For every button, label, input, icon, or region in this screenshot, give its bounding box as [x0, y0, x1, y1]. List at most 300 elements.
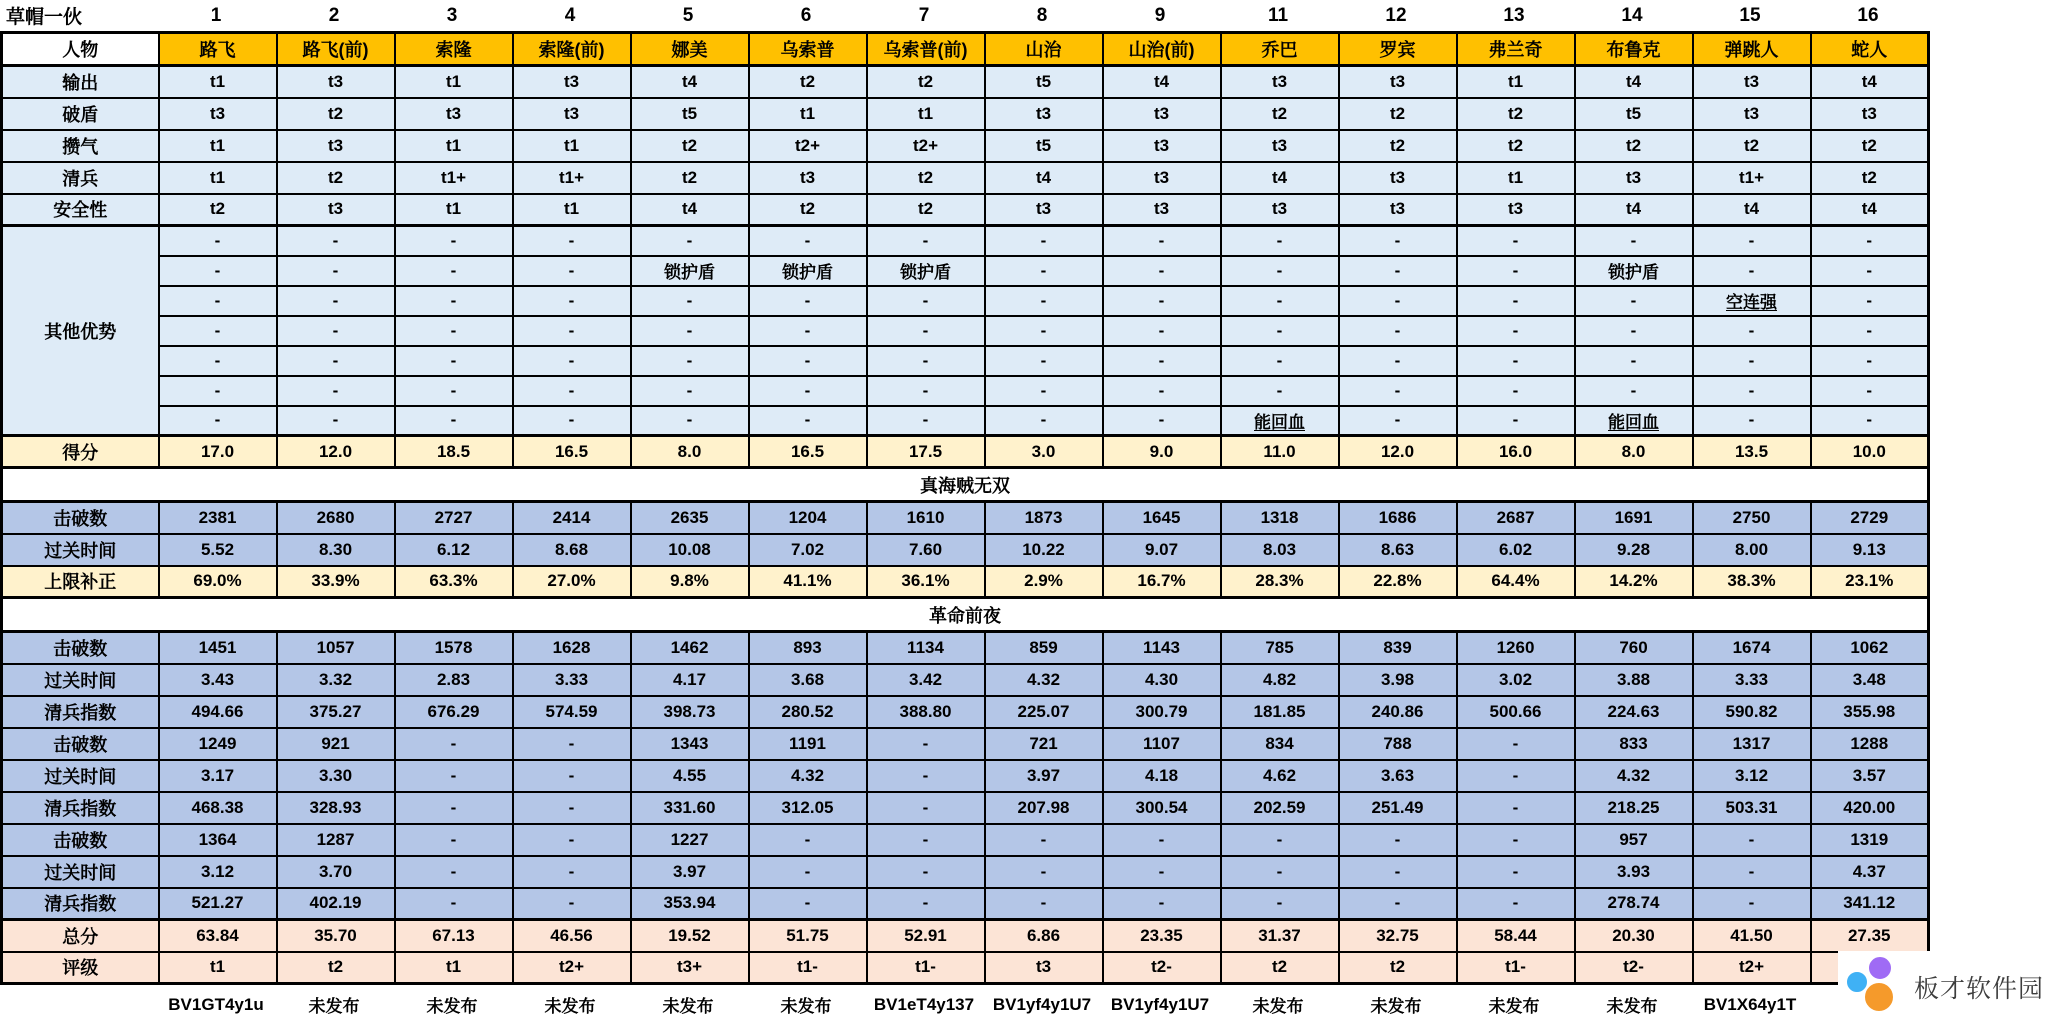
table-cell[interactable]: t4 — [1811, 66, 1929, 98]
table-cell[interactable]: t4 — [1693, 194, 1811, 226]
table-cell[interactable]: t3 — [277, 66, 395, 98]
row-label[interactable]: 攒气 — [2, 130, 159, 162]
table-cell[interactable]: - — [513, 824, 631, 856]
table-cell[interactable]: - — [1457, 346, 1575, 376]
table-cell[interactable]: - — [1103, 256, 1221, 286]
table-cell[interactable]: t3 — [1457, 194, 1575, 226]
table-cell[interactable]: - — [1457, 760, 1575, 792]
table-cell[interactable]: 16.0 — [1457, 436, 1575, 468]
table-cell[interactable]: t3 — [1693, 66, 1811, 98]
table-cell[interactable]: t5 — [1575, 98, 1693, 130]
table-cell[interactable] — [1575, 406, 1693, 436]
table-cell[interactable]: t2+ — [749, 130, 867, 162]
table-cell[interactable]: 3.43 — [159, 664, 277, 696]
column-number[interactable]: 13 — [1503, 4, 1525, 26]
table-cell[interactable]: 11.0 — [1221, 436, 1339, 468]
table-cell[interactable]: 312.05 — [749, 792, 867, 824]
table-cell[interactable]: 2381 — [159, 502, 277, 534]
table-cell[interactable]: t4 — [1103, 66, 1221, 98]
table-cell[interactable]: 10.0 — [1811, 436, 1929, 468]
row-label[interactable]: 击破数 — [2, 502, 159, 534]
table-cell[interactable]: 833 — [1575, 728, 1693, 760]
table-cell[interactable]: - — [867, 286, 985, 316]
table-cell[interactable]: t2 — [1457, 98, 1575, 130]
table-cell[interactable]: - — [1575, 346, 1693, 376]
table-cell[interactable]: t3 — [277, 194, 395, 226]
table-cell[interactable]: - — [513, 856, 631, 888]
table-cell[interactable]: t4 — [1575, 66, 1693, 98]
table-cell[interactable]: 3.42 — [867, 664, 985, 696]
table-cell[interactable]: 52.91 — [867, 920, 985, 952]
table-cell[interactable]: - — [1457, 856, 1575, 888]
column-number[interactable]: 6 — [800, 4, 812, 26]
table-cell[interactable]: - — [1339, 316, 1457, 346]
table-cell[interactable]: - — [1693, 316, 1811, 346]
table-cell[interactable]: - — [1693, 406, 1811, 436]
row-label[interactable]: 过关时间 — [2, 760, 159, 792]
table-cell[interactable]: t1 — [513, 194, 631, 226]
table-cell[interactable]: 4.30 — [1103, 664, 1221, 696]
table-cell[interactable]: 63.3% — [395, 566, 513, 598]
table-cell[interactable]: t1 — [159, 952, 277, 984]
table-cell[interactable]: - — [1103, 226, 1221, 256]
table-cell[interactable]: 574.59 — [513, 696, 631, 728]
table-cell[interactable]: - — [867, 316, 985, 346]
table-cell[interactable]: 9.13 — [1811, 534, 1929, 566]
table-cell[interactable]: 33.9% — [277, 566, 395, 598]
table-cell[interactable]: - — [1339, 346, 1457, 376]
table-cell[interactable]: 锁护盾 — [867, 256, 985, 286]
table-cell[interactable]: - — [1457, 824, 1575, 856]
table-cell[interactable]: - — [395, 376, 513, 406]
table-cell[interactable]: 4.32 — [749, 760, 867, 792]
column-number[interactable]: 5 — [682, 4, 694, 26]
character-cell[interactable]: 山治(前) — [1103, 33, 1221, 66]
table-cell[interactable]: t2 — [631, 162, 749, 194]
table-cell[interactable]: 16.7% — [1103, 566, 1221, 598]
table-cell[interactable]: 1062 — [1811, 632, 1929, 664]
table-cell[interactable]: - — [159, 406, 277, 436]
table-cell[interactable]: 3.02 — [1457, 664, 1575, 696]
table-cell[interactable]: 721 — [985, 728, 1103, 760]
table-cell[interactable]: t4 — [985, 162, 1103, 194]
table-cell[interactable]: 331.60 — [631, 792, 749, 824]
table-cell[interactable]: - — [395, 346, 513, 376]
table-cell[interactable]: - — [985, 376, 1103, 406]
table-cell[interactable]: t3 — [1575, 162, 1693, 194]
table-cell[interactable]: - — [1221, 888, 1339, 920]
table-cell[interactable]: 1343 — [631, 728, 749, 760]
table-cell[interactable]: - — [985, 286, 1103, 316]
table-cell[interactable]: - — [1457, 406, 1575, 436]
table-cell[interactable]: - — [1221, 316, 1339, 346]
table-cell[interactable]: t2 — [867, 162, 985, 194]
row-label[interactable]: 清兵指数 — [2, 792, 159, 824]
table-cell[interactable]: 785 — [1221, 632, 1339, 664]
table-cell[interactable]: 18.5 — [395, 436, 513, 468]
table-cell[interactable]: 41.1% — [749, 566, 867, 598]
table-cell[interactable]: 8.68 — [513, 534, 631, 566]
table-cell[interactable]: 41.50 — [1693, 920, 1811, 952]
table-cell[interactable]: t2 — [1575, 130, 1693, 162]
row-label[interactable]: 人物 — [2, 33, 159, 66]
character-cell[interactable]: 布鲁克 — [1575, 33, 1693, 66]
table-cell[interactable]: 2750 — [1693, 502, 1811, 534]
table-cell[interactable]: t3 — [1103, 194, 1221, 226]
table-cell[interactable]: t2+ — [513, 952, 631, 984]
table-cell[interactable]: 251.49 — [1339, 792, 1457, 824]
table-cell[interactable]: 4.17 — [631, 664, 749, 696]
character-cell[interactable]: 索隆(前) — [513, 33, 631, 66]
table-cell[interactable]: 2.83 — [395, 664, 513, 696]
table-cell[interactable]: - — [395, 888, 513, 920]
table-cell[interactable]: - — [1693, 226, 1811, 256]
table-cell[interactable]: - — [277, 256, 395, 286]
table-cell[interactable]: 3.98 — [1339, 664, 1457, 696]
table-cell[interactable]: - — [1339, 256, 1457, 286]
column-number[interactable]: 14 — [1621, 4, 1643, 26]
table-cell[interactable]: - — [1811, 226, 1929, 256]
table-cell[interactable]: - — [1693, 376, 1811, 406]
table-cell[interactable]: - — [867, 346, 985, 376]
table-cell[interactable]: - — [513, 316, 631, 346]
video-link[interactable]: BV1GT4y1u — [168, 994, 264, 1014]
table-cell[interactable]: t3 — [1339, 162, 1457, 194]
table-cell[interactable]: - — [985, 406, 1103, 436]
table-cell[interactable]: 1578 — [395, 632, 513, 664]
table-cell[interactable]: - — [867, 888, 985, 920]
table-cell[interactable]: t3 — [513, 66, 631, 98]
table-cell[interactable]: t3 — [1103, 162, 1221, 194]
table-cell[interactable]: - — [985, 256, 1103, 286]
table-cell[interactable]: t2+ — [867, 130, 985, 162]
table-cell[interactable]: 8.30 — [277, 534, 395, 566]
table-cell[interactable]: 375.27 — [277, 696, 395, 728]
table-cell[interactable]: t1+ — [1693, 162, 1811, 194]
table-cell[interactable]: 1143 — [1103, 632, 1221, 664]
table-cell[interactable]: 4.82 — [1221, 664, 1339, 696]
table-cell[interactable]: 921 — [277, 728, 395, 760]
table-cell[interactable]: 1674 — [1693, 632, 1811, 664]
table-cell[interactable]: 64.4% — [1457, 566, 1575, 598]
column-number[interactable]: 8 — [1036, 4, 1048, 26]
table-cell[interactable]: - — [1575, 226, 1693, 256]
table-cell[interactable]: 9.8% — [631, 566, 749, 598]
table-cell[interactable]: - — [631, 286, 749, 316]
table-cell[interactable]: - — [1811, 286, 1929, 316]
table-cell[interactable]: - — [159, 286, 277, 316]
table-cell[interactable]: 19.52 — [631, 920, 749, 952]
table-cell[interactable]: t3 — [1221, 66, 1339, 98]
character-cell[interactable]: 山治 — [985, 33, 1103, 66]
table-cell[interactable]: 12.0 — [277, 436, 395, 468]
table-cell[interactable]: t1 — [395, 130, 513, 162]
table-cell[interactable]: t3 — [1339, 194, 1457, 226]
table-cell[interactable]: t4 — [631, 194, 749, 226]
table-cell[interactable]: - — [985, 824, 1103, 856]
table-cell[interactable]: 355.98 — [1811, 696, 1929, 728]
video-link[interactable]: BV1yf4y1U7 — [1110, 994, 1210, 1014]
table-cell[interactable]: - — [1103, 286, 1221, 316]
table-cell[interactable]: - — [1339, 824, 1457, 856]
character-cell[interactable]: 娜美 — [631, 33, 749, 66]
table-cell[interactable]: t2 — [867, 194, 985, 226]
table-cell[interactable]: t2 — [1339, 952, 1457, 984]
table-cell[interactable]: 278.74 — [1575, 888, 1693, 920]
table-cell[interactable]: t2 — [277, 952, 395, 984]
character-cell[interactable]: 乌索普 — [749, 33, 867, 66]
table-cell[interactable]: 8.03 — [1221, 534, 1339, 566]
table-cell[interactable]: - — [1339, 226, 1457, 256]
table-cell[interactable]: - — [1575, 286, 1693, 316]
table-cell[interactable]: 13.5 — [1693, 436, 1811, 468]
table-cell[interactable]: 494.66 — [159, 696, 277, 728]
table-cell[interactable]: - — [1811, 316, 1929, 346]
table-cell[interactable]: t1 — [513, 130, 631, 162]
table-cell[interactable]: 1107 — [1103, 728, 1221, 760]
table-cell[interactable]: t4 — [1575, 194, 1693, 226]
table-cell[interactable]: - — [159, 316, 277, 346]
table-cell[interactable]: t4 — [631, 66, 749, 98]
table-cell[interactable]: 3.88 — [1575, 664, 1693, 696]
table-cell[interactable]: - — [1693, 346, 1811, 376]
table-cell[interactable]: t1 — [395, 66, 513, 98]
table-cell[interactable]: t1 — [395, 952, 513, 984]
table-cell[interactable]: 1873 — [985, 502, 1103, 534]
table-cell[interactable]: 590.82 — [1693, 696, 1811, 728]
row-label[interactable]: 击破数 — [2, 632, 159, 664]
table-cell[interactable]: - — [1811, 406, 1929, 436]
table-cell[interactable]: 3.57 — [1811, 760, 1929, 792]
table-cell[interactable]: 353.94 — [631, 888, 749, 920]
table-cell[interactable]: - — [277, 346, 395, 376]
table-cell[interactable]: t3+ — [631, 952, 749, 984]
table-cell[interactable]: 14.2% — [1575, 566, 1693, 598]
table-cell[interactable]: 240.86 — [1339, 696, 1457, 728]
row-label[interactable]: 过关时间 — [2, 664, 159, 696]
table-cell[interactable]: - — [1457, 888, 1575, 920]
table-cell[interactable]: 锁护盾 — [1575, 256, 1693, 286]
table-cell[interactable]: 20.30 — [1575, 920, 1693, 952]
table-cell[interactable]: 3.97 — [985, 760, 1103, 792]
row-label[interactable]: 输出 — [2, 66, 159, 98]
table-cell[interactable]: - — [1693, 256, 1811, 286]
table-cell[interactable]: t3 — [1339, 66, 1457, 98]
table-cell[interactable]: t2 — [159, 194, 277, 226]
table-cell[interactable]: t3 — [1811, 98, 1929, 130]
table-cell[interactable]: 202.59 — [1221, 792, 1339, 824]
table-cell[interactable]: 2680 — [277, 502, 395, 534]
table-cell[interactable]: - — [277, 316, 395, 346]
table-cell[interactable]: 32.75 — [1339, 920, 1457, 952]
table-cell[interactable]: 4.32 — [985, 664, 1103, 696]
table-cell[interactable]: 1249 — [159, 728, 277, 760]
character-cell[interactable]: 乔巴 — [1221, 33, 1339, 66]
table-cell[interactable]: - — [985, 316, 1103, 346]
table-cell[interactable]: t1 — [395, 194, 513, 226]
table-cell[interactable]: 17.5 — [867, 436, 985, 468]
table-cell[interactable]: t2 — [1811, 162, 1929, 194]
corner-label[interactable]: 草帽一伙 — [6, 7, 83, 28]
table-cell[interactable]: t5 — [631, 98, 749, 130]
table-cell[interactable]: 9.0 — [1103, 436, 1221, 468]
table-cell[interactable]: 1318 — [1221, 502, 1339, 534]
table-cell[interactable]: t3 — [985, 952, 1103, 984]
table-cell[interactable]: - — [1103, 888, 1221, 920]
table-cell[interactable]: - — [749, 226, 867, 256]
table-cell[interactable]: - — [513, 256, 631, 286]
table-cell[interactable]: t2 — [631, 130, 749, 162]
table-cell[interactable]: 3.48 — [1811, 664, 1929, 696]
character-cell[interactable]: 路飞(前) — [277, 33, 395, 66]
table-cell[interactable]: 181.85 — [1221, 696, 1339, 728]
table-cell[interactable]: 225.07 — [985, 696, 1103, 728]
table-cell[interactable]: 834 — [1221, 728, 1339, 760]
table-cell[interactable]: 16.5 — [749, 436, 867, 468]
table-cell[interactable]: 300.79 — [1103, 696, 1221, 728]
table-cell[interactable]: t3 — [1221, 194, 1339, 226]
table-cell[interactable]: - — [513, 376, 631, 406]
table-cell[interactable]: t1 — [159, 66, 277, 98]
video-link[interactable]: BV1X64y1T — [1703, 994, 1797, 1014]
table-cell[interactable]: - — [1221, 286, 1339, 316]
table-cell[interactable]: - — [631, 316, 749, 346]
table-cell[interactable]: t1 — [159, 162, 277, 194]
table-cell[interactable]: t1 — [1457, 66, 1575, 98]
table-cell[interactable]: - — [1811, 346, 1929, 376]
table-cell[interactable]: 8.0 — [631, 436, 749, 468]
table-cell[interactable]: 521.27 — [159, 888, 277, 920]
character-cell[interactable]: 蛇人 — [1811, 33, 1929, 66]
table-cell[interactable]: 1057 — [277, 632, 395, 664]
table-cell[interactable]: t3 — [1103, 98, 1221, 130]
table-cell[interactable]: t1 — [749, 98, 867, 130]
table-cell[interactable]: - — [1811, 376, 1929, 406]
table-cell[interactable]: 27.0% — [513, 566, 631, 598]
table-cell[interactable]: 锁护盾 — [631, 256, 749, 286]
table-cell[interactable]: 10.22 — [985, 534, 1103, 566]
table-cell[interactable]: t3 — [1103, 130, 1221, 162]
table-cell[interactable]: 788 — [1339, 728, 1457, 760]
table-cell[interactable]: 4.55 — [631, 760, 749, 792]
column-number[interactable]: 12 — [1385, 4, 1407, 26]
table-cell[interactable]: - — [395, 316, 513, 346]
table-cell[interactable]: - — [513, 888, 631, 920]
table-cell[interactable]: - — [1221, 226, 1339, 256]
table-cell[interactable]: - — [1457, 792, 1575, 824]
table-cell[interactable]: 3.97 — [631, 856, 749, 888]
table-cell[interactable]: 23.1% — [1811, 566, 1929, 598]
table-cell[interactable]: 1364 — [159, 824, 277, 856]
table-cell[interactable]: t2 — [1221, 98, 1339, 130]
table-cell[interactable]: t2+ — [1693, 952, 1811, 984]
table-cell[interactable]: - — [1457, 316, 1575, 346]
table-cell[interactable]: - — [513, 346, 631, 376]
table-cell[interactable]: 1691 — [1575, 502, 1693, 534]
table-cell[interactable]: 69.0% — [159, 566, 277, 598]
table-cell[interactable]: - — [867, 792, 985, 824]
table-cell[interactable]: - — [749, 286, 867, 316]
video-link[interactable]: BV1eT4y137 — [873, 994, 975, 1014]
table-cell[interactable]: 58.44 — [1457, 920, 1575, 952]
table-cell[interactable]: t1- — [867, 952, 985, 984]
table-cell[interactable]: - — [1339, 286, 1457, 316]
column-number[interactable]: 1 — [210, 4, 222, 26]
table-cell[interactable]: t1 — [1457, 162, 1575, 194]
table-cell[interactable]: t2 — [1693, 130, 1811, 162]
row-label[interactable]: 总分 — [2, 920, 159, 952]
table-cell[interactable]: t4 — [1221, 162, 1339, 194]
table-cell[interactable]: t1 — [159, 130, 277, 162]
table-cell[interactable]: 8.63 — [1339, 534, 1457, 566]
table-cell[interactable]: t3 — [513, 98, 631, 130]
table-cell[interactable]: - — [1103, 316, 1221, 346]
column-number[interactable]: 16 — [1857, 4, 1879, 26]
table-cell[interactable]: 1645 — [1103, 502, 1221, 534]
table-cell[interactable]: 2414 — [513, 502, 631, 534]
table-cell[interactable]: - — [985, 226, 1103, 256]
table-cell[interactable]: - — [867, 856, 985, 888]
table-cell[interactable]: 1204 — [749, 502, 867, 534]
table-cell[interactable]: - — [159, 346, 277, 376]
table-cell[interactable]: 3.17 — [159, 760, 277, 792]
video-link[interactable]: BV1yf4y1U7 — [992, 994, 1092, 1014]
table-cell[interactable]: - — [277, 376, 395, 406]
table-cell[interactable]: 38.3% — [1693, 566, 1811, 598]
table-cell[interactable]: 2.9% — [985, 566, 1103, 598]
table-cell[interactable]: - — [1575, 316, 1693, 346]
table-cell[interactable]: t1- — [1457, 952, 1575, 984]
table-cell[interactable]: - — [1221, 346, 1339, 376]
column-number[interactable]: 4 — [564, 4, 576, 26]
table-cell[interactable]: 9.28 — [1575, 534, 1693, 566]
table-cell[interactable]: 1451 — [159, 632, 277, 664]
table-cell[interactable]: 398.73 — [631, 696, 749, 728]
table-cell[interactable]: - — [985, 346, 1103, 376]
character-cell[interactable]: 弹跳人 — [1693, 33, 1811, 66]
table-cell[interactable]: - — [395, 406, 513, 436]
table-cell[interactable]: - — [395, 286, 513, 316]
table-cell[interactable]: - — [1339, 376, 1457, 406]
table-cell[interactable]: 22.8% — [1339, 566, 1457, 598]
table-cell[interactable]: 839 — [1339, 632, 1457, 664]
table-cell[interactable]: 63.84 — [159, 920, 277, 952]
table-cell[interactable]: - — [395, 728, 513, 760]
table-cell[interactable]: t2 — [1339, 130, 1457, 162]
row-label[interactable]: 击破数 — [2, 824, 159, 856]
table-cell[interactable]: - — [1457, 728, 1575, 760]
column-number[interactable]: 15 — [1739, 4, 1761, 26]
table-cell[interactable]: 1686 — [1339, 502, 1457, 534]
table-cell[interactable]: 3.63 — [1339, 760, 1457, 792]
table-cell[interactable]: 9.07 — [1103, 534, 1221, 566]
table-cell[interactable]: - — [631, 376, 749, 406]
table-cell[interactable]: - — [395, 824, 513, 856]
table-cell[interactable]: - — [1457, 256, 1575, 286]
table-cell[interactable]: t1+ — [513, 162, 631, 194]
table-cell[interactable]: - — [1221, 376, 1339, 406]
row-label[interactable]: 评级 — [2, 952, 159, 984]
table-cell[interactable]: t2 — [1457, 130, 1575, 162]
table-cell[interactable]: 2635 — [631, 502, 749, 534]
table-cell[interactable]: 8.00 — [1693, 534, 1811, 566]
table-cell[interactable]: - — [1103, 406, 1221, 436]
table-cell[interactable]: - — [1221, 256, 1339, 286]
table-cell[interactable]: 16.5 — [513, 436, 631, 468]
table-cell[interactable]: - — [1221, 824, 1339, 856]
table-cell[interactable]: 3.12 — [1693, 760, 1811, 792]
column-number[interactable]: 7 — [918, 4, 930, 26]
